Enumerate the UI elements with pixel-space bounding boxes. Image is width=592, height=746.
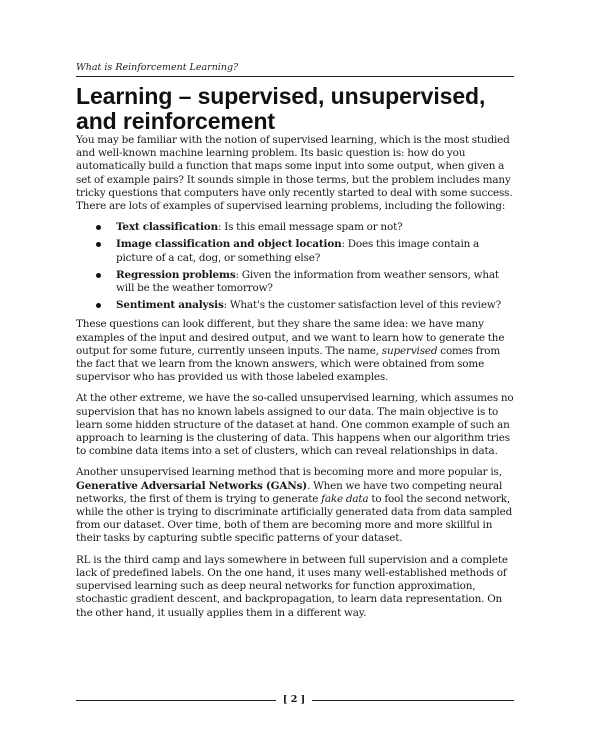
- list-item-term: Image classification and object location: [116, 238, 342, 251]
- list-item: [96, 299, 516, 312]
- bullet-icon: [96, 303, 101, 308]
- list-item-text: : Does this image contain a picture of a cat, dog, or something else?: [116, 238, 480, 264]
- list-item-term: Regression problems: [116, 268, 236, 281]
- list-item: [96, 269, 516, 295]
- page-number: [ 2 ]: [282, 694, 306, 705]
- footer-rule-right: [312, 700, 514, 701]
- list-item-text: : Given the information from weather sensors, what will be the weather tomorrow?: [116, 268, 499, 295]
- paragraph-supervised-explained: [76, 318, 516, 384]
- list-item: [96, 221, 516, 234]
- paragraph-unsupervised: At the other extreme, we have the so-called unsupervised learning, which assumes no supervision that has no known labels assigned to our data. The main objective is to learn some hidden structure of the dataset at hand. One common example of such an approach to learning is the clustering of data. This happens when our algorithm tries to combine data items into a set of clusters, which can reveal relationships in data.: [76, 392, 514, 458]
- emphasis-text: fake data: [321, 492, 369, 505]
- paragraph-rl: RL is the third camp and lays somewhere in between full supervision and a complete lack of predefined labels. On the one hand, it uses many well-established methods of supervised learning such as deep neural networks for function approximation, stochastic gradient descent, and backpropagation, to learn data representation. On the other hand, it usually applies them in a different way.: [76, 553, 508, 619]
- paragraph-text: These questions can look different, but they share the same idea: we have many examples of the input and desired output, and we want to learn how to generate the output for some future, currently unseen inputs. The name,: [76, 318, 505, 357]
- header-rule: [76, 76, 514, 77]
- term-gans: Generative Adversarial Networks (GANs): [76, 479, 308, 492]
- list-item: [96, 238, 516, 264]
- paragraph-text: . When we have two competing neural networks, the first of them is trying to generate: [76, 479, 503, 505]
- list-item-term: Text classification: [116, 221, 218, 234]
- running-header: What is Reinforcement Learning?: [76, 62, 239, 73]
- paragraph-text: comes from the fact that we learn from the known answers, which were obtained from some supervisor who has provided us with those labeled examples.: [76, 344, 501, 384]
- list-item-text: : What's the customer satisfaction level of this review?: [223, 299, 501, 312]
- footer-rule-left: [76, 700, 276, 701]
- list-item-term: Sentiment analysis: [116, 299, 224, 312]
- paragraph-supervised-intro: You may be familiar with the notion of supervised learning, which is the most studied and well-known machine learning problem. Its basic question is: how do you automatically build a function that maps some input into some output, when given a set of example pairs? It sounds simple in those terms, but the problem includes many tricky questions that computers have only recently started to deal with some success. There are lots of examples of supervised learning problems, including the following:: [76, 134, 513, 213]
- bullet-icon: [96, 242, 101, 247]
- section-title: Learning – supervised, unsupervised, and reinforcement: [76, 83, 486, 134]
- list-item-text: : Is this email message spam or not?: [217, 221, 403, 234]
- example-list: [76, 221, 516, 312]
- paragraph-gans: [76, 466, 516, 545]
- paragraph-text: to fool the second network, while the other is trying to discriminate artificially generated data from data sampled from our dataset. Over time, both of them are becoming more and more skillful in their tasks by capturing subtle specific patterns of your dataset.: [76, 492, 513, 545]
- emphasis-text: supervised: [381, 344, 438, 357]
- bullet-icon: [96, 225, 101, 230]
- bullet-icon: [96, 273, 101, 278]
- body-text: [76, 134, 516, 628]
- paragraph-text: Another unsupervised learning method that is becoming more and more popular is,: [76, 466, 502, 479]
